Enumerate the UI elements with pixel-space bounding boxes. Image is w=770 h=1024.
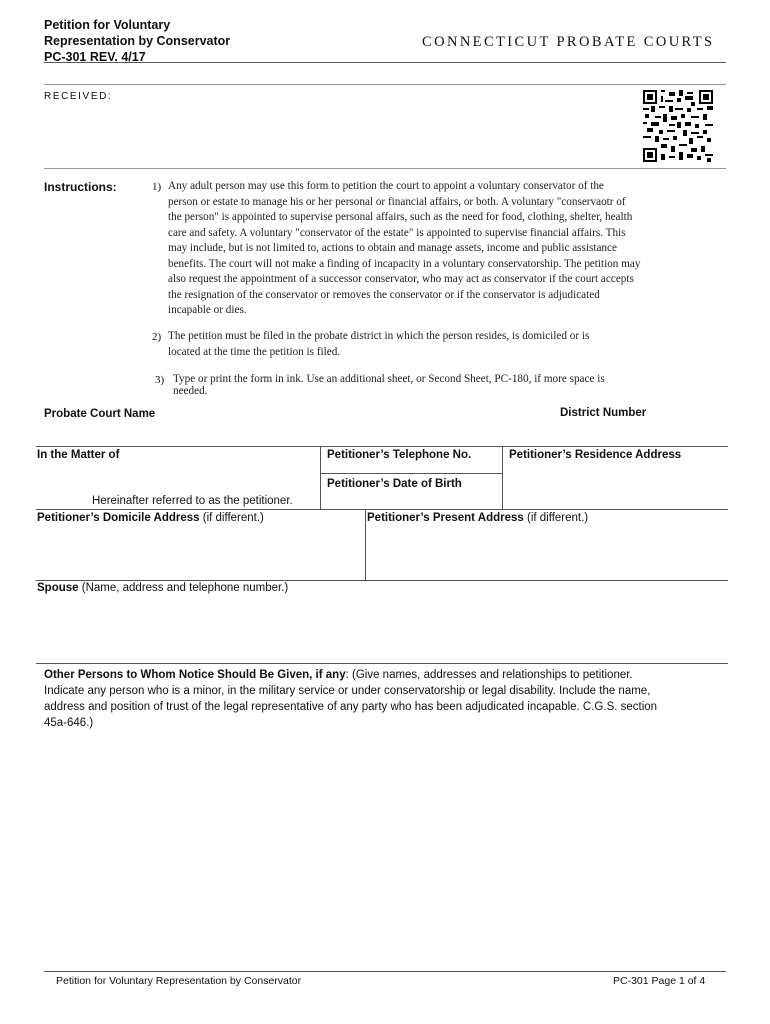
footer-line: [44, 971, 726, 972]
matter-divider: [320, 446, 321, 509]
other-persons-note: Indicate any person who is a minor, in the military service or under conservatorship or legal disability. Include the name,: [44, 685, 651, 697]
footer-title: Petition for Voluntary Representation by Conservator: [56, 975, 302, 987]
petitioner-dob-label: Petitioner’s Date of Birth: [327, 478, 462, 490]
qr-code-icon: [643, 90, 713, 162]
instruction-1: [168, 179, 640, 319]
instruction-3-line: Type or print the form in ink. Use an additional sheet, or Second Sheet, PC-180, if more space is: [173, 373, 605, 385]
other-persons-bold: Other Persons to Whom Notice Should Be Given, if any: [44, 669, 346, 681]
received-bottom-line: [44, 168, 726, 169]
instruction-2: [168, 329, 589, 360]
other-persons-note: : (Give names, addresses and relationships to petitioner.: [345, 669, 633, 681]
instruction-number-2: 2): [152, 331, 162, 343]
spouse-row-line[interactable]: [36, 663, 728, 664]
present-address-note: (if different.): [523, 512, 589, 524]
petitioner-telephone-label: Petitioner’s Telephone No.: [327, 449, 472, 461]
court-name: CONNECTICUT PROBATE COURTS: [422, 34, 715, 50]
form-title: [44, 17, 230, 65]
telephone-divider: [502, 446, 503, 509]
spouse-label: [37, 582, 288, 594]
instruction-1-line: person or estate to manage his or her personal or financial affairs, or both. A voluntary "conservaotr of: [168, 195, 626, 208]
spouse-bold: Spouse: [37, 582, 79, 594]
instruction-1-line: also request the appointment of a successor conservator, who may act as conservator if the court accepts: [168, 273, 634, 285]
instruction-1-line: incapable or dies.: [168, 304, 247, 316]
instruction-3-line: needed.: [173, 385, 208, 397]
domicile-address-note: (if different.): [199, 512, 264, 524]
received-top-line: [44, 84, 726, 85]
instruction-2-line: located at the time the petition is filed.: [168, 345, 341, 358]
instruction-3: [173, 373, 605, 397]
instruction-2-line: The petition must be filed in the probate district in which the person resides, is domiciled or is: [168, 330, 590, 342]
present-address-bold: Petitioner’s Present Address: [367, 512, 524, 524]
hereinafter-note: Hereinafter referred to as the petitioner.: [92, 495, 293, 507]
matter-row-line[interactable]: [36, 509, 728, 510]
court-row-line[interactable]: [36, 446, 728, 447]
address-divider: [365, 509, 366, 580]
spouse-note: (Name, address and telephone number.): [78, 582, 289, 594]
form-title-line-2: Representation by Conservator: [44, 34, 231, 48]
instruction-1-line: benefits. The court will not make a finding of incapacity in a voluntary conservatorship. The petition may: [168, 257, 641, 270]
instruction-1-line: the person" is appointed to supervise personal affairs, such as the need for food, clothing, shelter, health: [168, 211, 633, 223]
footer-page-number: PC-301 Page 1 of 4: [613, 975, 706, 987]
telephone-bottom-line[interactable]: [320, 473, 502, 474]
header-divider: [44, 62, 726, 63]
instruction-1-line: care and safety. A voluntary "conservator of the estate" is appointed to supervise financial affairs. This: [168, 226, 626, 239]
other-persons-note: address and position of trust of the legal representative of any party who has been adjudicated incapable. C.G.S. section: [44, 701, 658, 713]
instruction-number-3: 3): [155, 374, 165, 386]
petitioner-residence-label: Petitioner’s Residence Address: [509, 449, 682, 461]
other-persons-note: 45a-646.): [44, 717, 94, 729]
present-address-label: [367, 512, 588, 524]
form-title-line-1: Petition for Voluntary: [44, 18, 171, 32]
probate-court-name-label: Probate Court Name: [44, 408, 156, 420]
other-persons-label: [44, 667, 734, 731]
domicile-address-label: [37, 512, 264, 524]
in-the-matter-of-label: In the Matter of: [37, 449, 120, 461]
district-number-label: District Number: [560, 407, 647, 419]
form-number: PC-301 REV. 4/17: [44, 50, 146, 64]
domicile-address-bold: Petitioner’s Domicile Address: [37, 512, 200, 524]
instruction-1-line: Any adult person may use this form to petition the court to appoint a voluntary conservator of the: [168, 180, 604, 192]
instruction-1-line: may include, but is not limited to, actions to obtain and manage assets, income and public assistance: [168, 242, 617, 254]
received-label: RECEIVED:: [44, 91, 113, 102]
instruction-number-1: 1): [152, 181, 162, 193]
address-row-line[interactable]: [36, 580, 728, 581]
instructions-heading: Instructions:: [44, 180, 117, 194]
instruction-1-line: the resignation of the conservator or removes the conservator or if the conservator is adjudicated: [168, 288, 600, 301]
